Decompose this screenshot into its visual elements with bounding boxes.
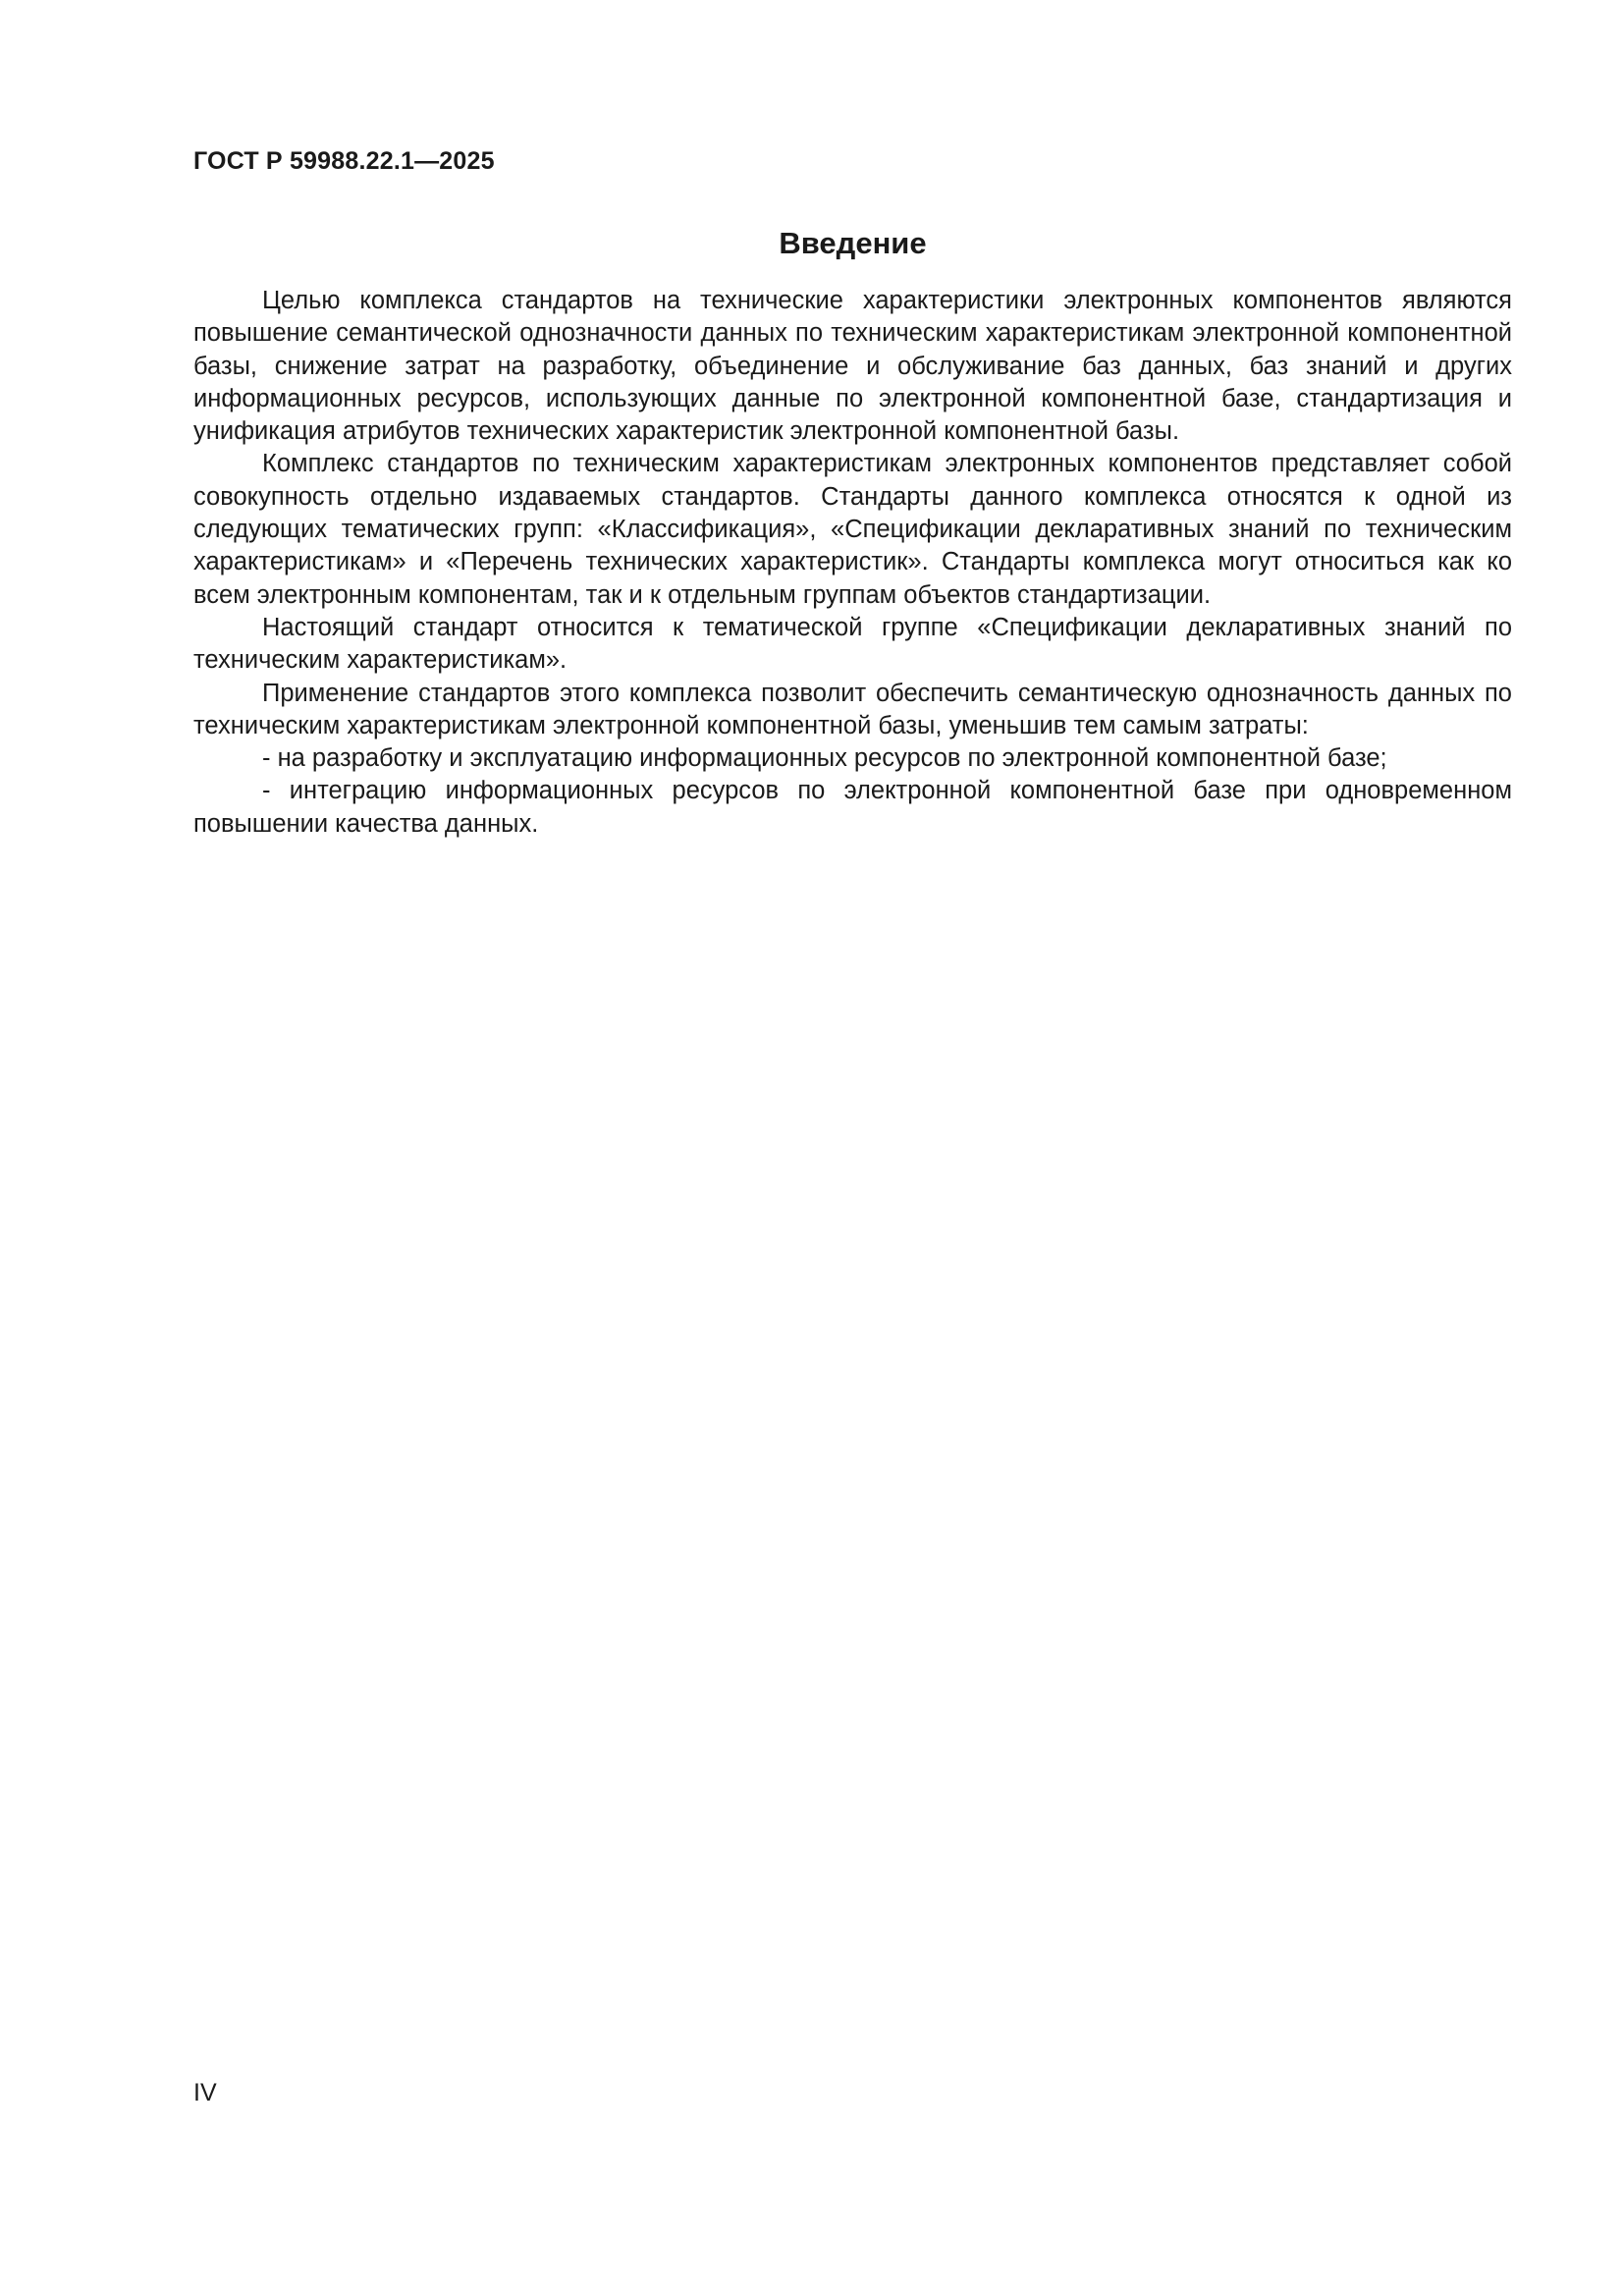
list-item: - на разработку и эксплуатацию информационных ресурсов по электронной компонентной базе; <box>262 744 1387 773</box>
section-title: Введение <box>779 226 927 260</box>
paragraph: Применение стандартов этого комплекса позволит обеспечить семантическую однозначность данных по техническим характеристикам электронной компонентной базы, уменьшив тем самым затраты: <box>193 679 1512 739</box>
paragraph: Целью комплекса стандартов на технические характеристики электронных компонентов являются повышение семантической однозначности данных по техническим характеристикам электронной компонентной базы, снижение затрат на разработку, объединение и обслуживание баз данных, баз знаний и других информационных ресурсов, использующих данные по электронной компонентной базе, стандартизация и унификация атрибутов технических характеристик электронной компонентной базы. <box>193 287 1512 446</box>
page-number: IV <box>193 2079 217 2106</box>
list-item: - интеграцию информационных ресурсов по электронной компонентной базе при одновременном повышении качества данных. <box>193 777 1512 838</box>
paragraph: Комплекс стандартов по техническим характеристикам электронных компонентов представляет собой совокупность отдельно издаваемых стандартов. Стандарты данного комплекса относятся к одной из следующих тематических групп: «Классификация», «Спецификации декларативных знаний по техническим характеристикам» и «Перечень технических характеристик». Стандарты комплекса могут относиться как ко всем электронным компонентам, так и к отдельным группам объектов стандартизации. <box>193 450 1512 609</box>
body-text <box>193 285 1512 841</box>
document-header-id: ГОСТ Р 59988.22.1—2025 <box>193 147 495 175</box>
paragraph: Настоящий стандарт относится к тематической группе «Спецификации декларативных знаний по техническим характеристикам». <box>193 613 1512 675</box>
